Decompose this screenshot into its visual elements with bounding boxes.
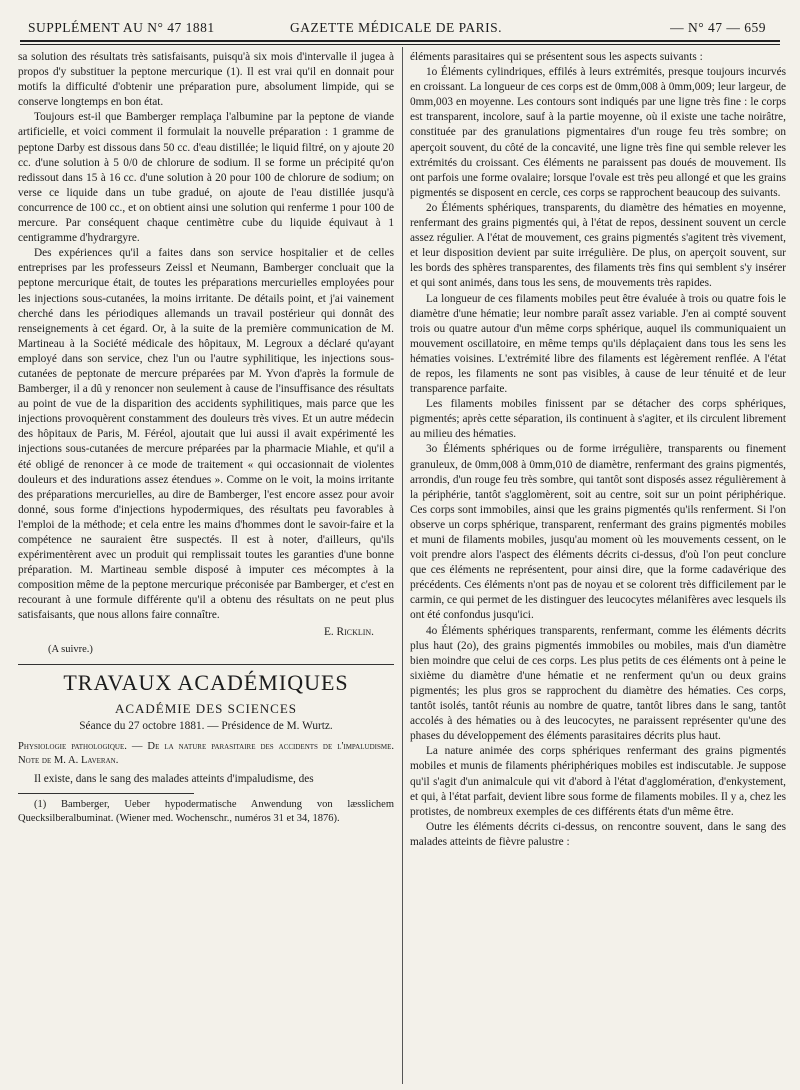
right-column <box>410 50 786 850</box>
left-paragraph-3: Des expériences qu'il a faites dans son service hospitalier et de celles entreprises par les professeurs Zeissl et Neumann, Bamberger concluait que la peptone mercurique était, de toutes les préparations mercurielles employées pour les injections sous-cutanées, la moins irritante. De détails point, et j'ai vainement cherché dans les périodiques allemands un travail postérieur qui donnât des renseignements à cet égard. Or, à la suite de la première communication de M. Martineau à la Société médicale des hôpitaux, M. Legroux a déclaré qu'ayant employé dans son service, chez l'un ou l'autre syphilitique, les injections sous-cutanées de peptonate de mercure préparées par M. Yvon d'après la formule de Bamberger, il a dû y renoncer non seulement à cause de l'insuffisance des résultats au point de vue de la disparition des accidents syphilitiques, mais parce que les injections provoquèrent constamment des douleurs très vives. Et un autre médecin des hôpitaux de Paris, M. Féréol, ajoutait que lui aussi il avait expérimenté les injections sous-cutanées de mercure préparées par la pharmacie Miahle, et qu'il a été obligé de renoncer à ce mode de traitement « qui occasionnait de violentes douleurs et des indurations assez étendues ». Comme on le voit, la moins irritante des préparations mercurielles, au dire de Bamberger, l'est encore assez pour avoir donné, sous forme d'injections hypodermiques, des résultats peu favorables à l'emploi de la méthode; et cela entre les mains d'hommes dont le savoir-faire et la compétence ne sauraient être suspectés. Il est à noter, d'ailleurs, qu'ils expérimentèrent avec un produit qui remplissait toutes les garanties d'une bonne préparation. M. Martineau semble disposé à imputer ces mécomptes à la composition même de la peptone mercurique préconisée par Bamberger, et c'est en recourant à une formule différente qu'il a obtenu des résultats on ne peut plus satisfaisants, que nous allons faire connaître. <box>18 247 394 622</box>
left-paragraph-1: sa solution des résultats très satisfaisants, puisqu'à six mois d'intervalle il jugea à propos d'y substituer la peptone mercurique (1). Il est vrai qu'il en donnait pour motifs la difficulté d'obtenir une préparation pure, absolument limpide, qui se conserve longtemps en bon état. <box>18 51 394 109</box>
author-signature: E. Ricklin. <box>323 625 374 638</box>
header-page-number: — N° 47 — 659 <box>670 20 766 35</box>
column-divider <box>402 47 403 1084</box>
academy-heading: ACADÉMIE DES SCIENCES <box>114 700 298 716</box>
right-paragraph-3: 2o Éléments sphériques, transparents, du diamètre des hématies en moyenne, renfermant des grains pigmentés qui, à l'état de repos, dessinent souvent un cercle assez régulier. A l'état de mouvement, ces grains pigmentés s'agitent très vivement, et leur disposition devient par suite irrégulière. De plus, on aperçoit souvent, sur les bords des sphères transparentes, des filaments très fins qui semblent s'y insérer et qui sont animés, dans tous les sens, de mouvements très rapides. <box>410 201 786 290</box>
footnote-rule <box>18 793 194 794</box>
left-column <box>18 50 394 826</box>
section-title: TRAVAUX ACADÉMIQUES <box>63 669 349 695</box>
session-line: Séance du 27 octobre 1881. — Présidence de M. Wurtz. <box>79 719 333 732</box>
left-paragraph-4: Il existe, dans le sang des malades atteints d'impaludisme, des <box>34 772 314 785</box>
right-paragraph-4: La longueur de ces filaments mobiles peut être évaluée à trois ou quatre fois le diamètre d'une hématie; leur nombre paraît assez variable. J'en ai compté souvent trois ou quatre autour d'un même corps sphérique, auquel ils communiquaient un mouvement oscillatoire, en même temps qu'ils déplaçaient dans tous les sens les hématies voisines. L'extrémité libre des filaments est légèrement renflée. A l'état de repos, les filaments ne sont pas visibles, à cause de leur ténuité et de leur transparence parfaite. <box>410 292 786 396</box>
paper-heading: Physiologie pathologique. — De la nature parasitaire des accidents de l'impaludisme. Note de M. A. Laveran. <box>18 740 394 766</box>
right-paragraph-2: 1o Éléments cylindriques, effilés à leurs extrémités, presque toujours incurvés en croissant. La longueur de ces corps est de 0mm,008 à 0mm,009; leur largeur, de 0mm,003 en moyenne. Les contours sont indiqués par une ligne très fine : le corps est transparent, incolore, sauf à la partie moyenne, où il existe une tache noirâtre, constituée par des granulations pigmentaires d'un rouge feu très sombre; on aperçoit souvent, du côté de la concavité, une ligne très fine qui semble relever les extrémités du croissant. Ces éléments ne paraissent pas doués de mouvement. Ils ont parfois une forme ovalaire; lorsque l'ovale est très peu allongé et que les grains pigmentés se disposent en cercle, ces corps se rapprochent beaucoup des suivants. <box>410 66 786 199</box>
running-head <box>28 14 772 40</box>
right-paragraph-7: 4o Éléments sphériques transparents, renfermant, comme les éléments décrits plus haut (2o), des grains pigmentés immobiles ou mobiles, mais d'un diamètre bien moindre que celui de ces corps. Les plus petits de ces éléments ont à peine le sixième du diamètre d'une hématie et ne renferment qu'un ou deux grains pigmentés; les plus gros se rapprochent du diamètre des hématies. Ces corps, tantôt isolés, tantôt réunis au nombre de quatre, tantôt libres dans le sang, tantôt accolés à des hématies ou à des leucocytes, ne paraissent représenter qu'une des phases du développement des éléments parasitaires décrits plus haut. <box>410 624 786 743</box>
right-paragraph-1: éléments parasitaires qui se présentent sous les aspects suivants : <box>410 51 703 63</box>
right-paragraph-8: La nature animée des corps sphériques renfermant des grains pigmentés mobiles et munis de filaments phériphériques mobiles est indiscutable. Je suppose qu'il s'agit d'un animalcule qui vit d'abord à l'état d'agglomération, d'enkystement, et qui, à l'état parfait, devient libre sous forme de filaments mobiles. Il y a, chez les protistes, de nombreux exemples de ces différents états d'un même être. <box>410 745 786 818</box>
section-rule <box>18 664 394 665</box>
right-paragraph-5: Les filaments mobiles finissent par se détacher des corps sphériques, pigmentés; après cette séparation, ils continuent à s'agiter, et ils circulent librement au milieu des hématies. <box>410 398 786 441</box>
right-paragraph-9: Outre les éléments décrits ci-dessus, on rencontre souvent, dans le sang des malades atteints de fièvre palustre : <box>410 820 786 848</box>
header-supplement: SUPPLÉMENT AU N° 47 1881 <box>28 20 215 35</box>
to-be-continued: (A suivre.) <box>48 643 93 655</box>
left-paragraph-2: Toujours est-il que Bamberger remplaça l'albumine par la peptone de viande artificielle, et voici comment il formulait la nouvelle préparation : 1 gramme de peptone Darby est dissous dans 50 cc. d'eau distillée; le liquid filtré, on y ajoute 20 cc. d'une solution à 5 0/0 de chlorure de sodium. Il se forme un précipité qu'on redissout dans 15 à 16 cc. d'une solution à 20 pour 100 de chlorure de sodium; on verse ce liquide dans un tube gradué, on ajoute de l'eau distillée jusqu'à concurrence de 100 cc., et on obtient ainsi une solution qui renferme 1 pour 100 de mercure. Par conséquent chaque centimètre cube du liquide équivaut à 1 centigramme d'hydrargyre. <box>18 111 394 245</box>
header-journal-title: GAZETTE MÉDICALE DE PARIS. <box>290 20 502 35</box>
right-paragraph-6: 3o Éléments sphériques ou de forme irrégulière, transparents ou finement granuleux, de 0mm,008 à 0mm,010 de diamètre, renfermant des grains pigmentés, arrondis, d'un rouge feu très sombre, qui tantôt sont disposés assez régulièrement à la périphérie, tantôt s'agglomèrent, soit au centre, soit sur un point périphérique. Ces corps sont immobiles, ainsi que les grains pigmentés qu'ils renferment. Si l'on observe un corps sphérique, transparent, renfermant des grains pigmentés mobiles et muni de filaments mobiles, jusqu'au moment où les mouvements cessent, on le voit prendre alors l'aspect des éléments décrits ci-dessus, d'où l'on peut conclure que ces éléments ne représentent, pour ainsi dire, que la forme cadavérique des précédents. Ces éléments n'ont pas de noyau et se colorent très difficilement par le carmin, ce qui permet de les distinguer des leucocytes mélanifères avec lesquels ils ont été confondus jusqu'ici. <box>410 443 786 622</box>
footnote: (1) Bamberger, Ueber hypodermatische Anwendung von læsslichem Quecksilberalbuminat. (Wiener med. Wochenschr., numéros 31 et 34, 1876). <box>18 799 394 825</box>
header-rule <box>20 40 780 45</box>
